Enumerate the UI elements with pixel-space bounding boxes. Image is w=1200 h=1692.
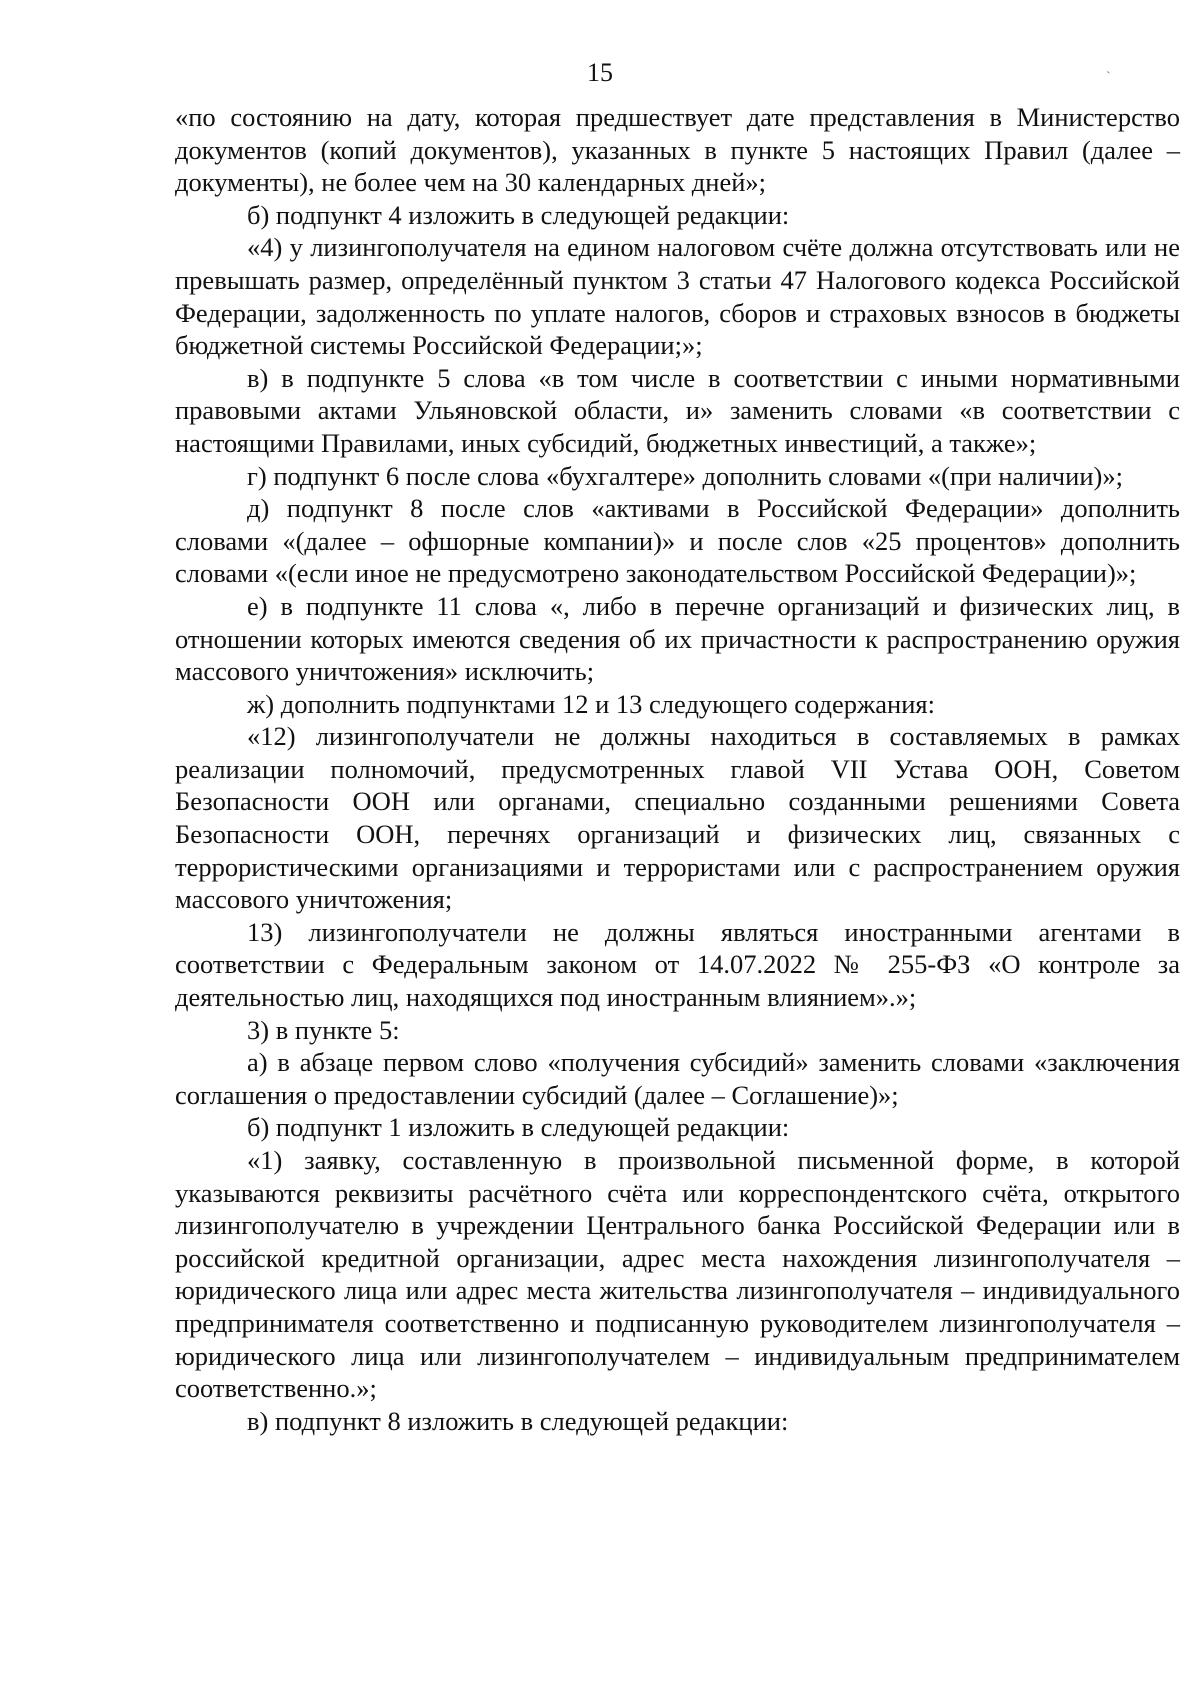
paragraph-quote-13: 13) лизингополучатели не должны являться иностранными агентами в соответствии с Федеральным законом от 14.07.2022 № 255-ФЗ «О контроле за деятельностью лиц, находящихся под иностранным влиянием».»; xyxy=(175,916,1180,1013)
paragraph-item-d: д) подпункт 8 после слов «активами в Российской Федерации» дополнить словами «(далее – офшорные компании)» и после слов «25 процентов» дополнить словами «(если иное не предусмотрено законодательством Российской Федерации)»; xyxy=(175,493,1180,589)
scan-mark: ` xyxy=(1106,70,1111,85)
paragraph-point-3: 3) в пункте 5: xyxy=(247,1014,400,1045)
paragraph-quote-1: «1) заявку, составленную в произвольной письменной форме, в которой указываются реквизиты расчётного счёта или корреспондентского счёта, открытого лизингополучателю в учреждении Центрального банка Российской Федерации или в российской кредитной организации, адрес места нахождения лизингополучателя – юридического лица или адрес места жительства лизингополучателя – индивидуального предпринимателя соответственно и подписанную руководителем лизингополучателя – юридического лица или лизингополучателем – индивидуальным предпринимателем соответственно.»; xyxy=(175,1145,1180,1404)
paragraph-item-e: е) в подпункте 11 слова «, либо в перечне организаций и физических лиц, в отношении которых имеются сведения об их причастности к распространению оружия массового уничтожения» исключить; xyxy=(175,590,1180,687)
paragraph-quote-4: «4) у лизингополучателя на едином налоговом счёте должна отсутствовать или не превышать размер, определённый пунктом 3 статьи 47 Налогового кодекса Российской Федерации, задолженность по уплате налогов, сборов и страховых взносов в бюджеты бюджетной системы Российской Федерации;»; xyxy=(175,232,1180,361)
paragraph-item-b: б) подпункт 4 изложить в следующей редакции: xyxy=(247,199,790,230)
paragraph-item-a: а) в абзаце первом слово «получения субсидий» заменить словами «заключения соглашения о предоставлении субсидий (далее – Соглашение)»; xyxy=(175,1047,1180,1110)
paragraph-item-v2: в) подпункт 8 изложить в следующей редакции: xyxy=(247,1405,789,1436)
page-number: 15 xyxy=(587,58,613,87)
paragraph-item-b2: б) подпункт 1 изложить в следующей редакции: xyxy=(247,1112,790,1143)
paragraph-item-zh: ж) дополнить подпунктами 12 и 13 следующего содержания: xyxy=(247,688,935,719)
paragraph-continuation: «по состоянию на дату, которая предшествует дате представления в Министерство документов (копий документов), указанных в пункте 5 настоящих Правил (далее – документы), не более чем на 30 календарных дней»; xyxy=(175,102,1180,198)
paragraph-item-v: в) в подпункте 5 слова «в том числе в соответствии с иными нормативными правовыми актами Ульяновской области, и» заменить словами «в соответствии с настоящими Правилами, иных субсидий, бюджетных инвестиций, а также»; xyxy=(175,362,1180,458)
paragraph-item-g: г) подпункт 6 после слова «бухгалтере» дополнить словами «(при наличии)»; xyxy=(247,460,1123,491)
paragraph-quote-12: «12) лизингополучатели не должны находиться в составляемых в рамках реализации полномочий, предусмотренных главой VII Устава ООН, Советом Безопасности ООН или органами, специально созданными решениями Совета Безопасности ООН, перечнях организаций и физических лиц, связанных с террористическими организациями и террористами или с распространением оружия массового уничтожения; xyxy=(175,721,1180,915)
document-body xyxy=(175,101,1180,1437)
